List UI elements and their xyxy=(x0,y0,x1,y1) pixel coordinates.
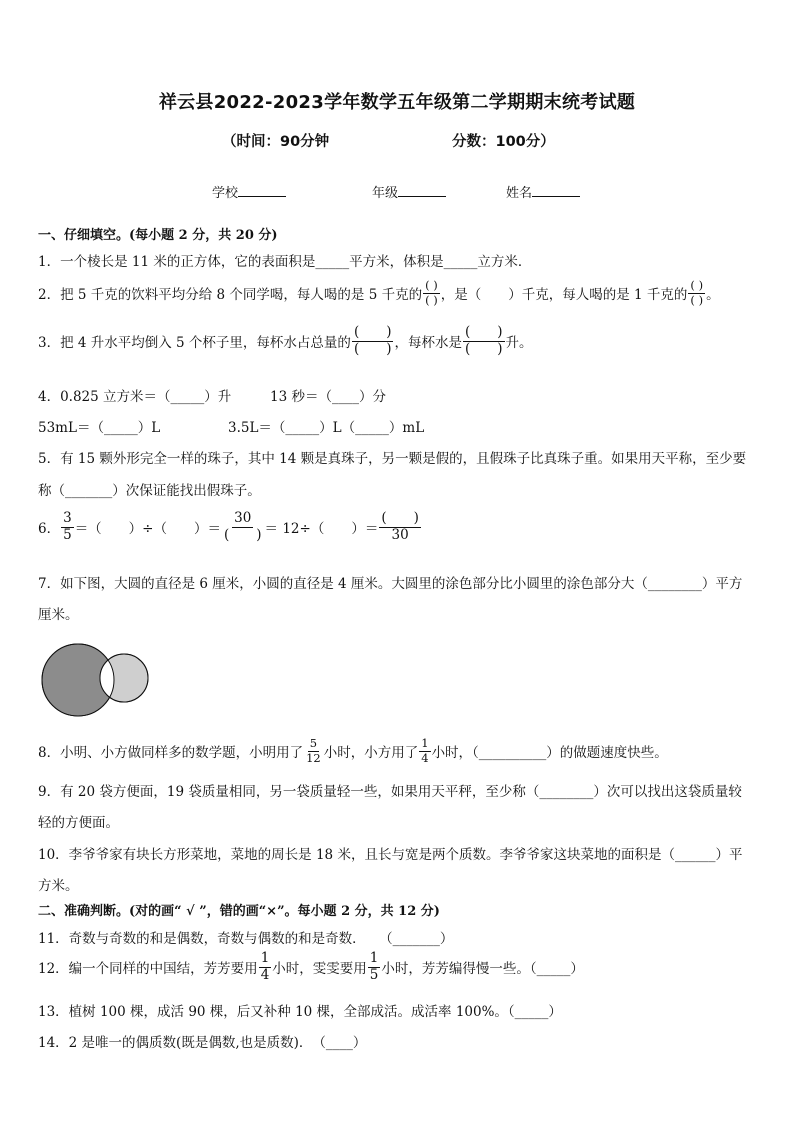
exam-time: （时间：90分钟 xyxy=(222,134,330,150)
question-4c: 53mL＝（_____）L xyxy=(38,420,161,436)
section-1-heading: 一、仔细填空。(每小题 2 分，共 20 分) xyxy=(38,228,278,243)
fraction-blank: $\frac{( )}{( )}$ xyxy=(425,278,438,307)
question-4b: 13 秒＝（____）分 xyxy=(270,389,386,405)
question-3: 3．把 4 升水平均倒入 5 个杯子里，每杯水占总量的 $\frac{( )}{( )}$ ，每杯水是 $\frac{( )}{( )}$ 升。 xyxy=(38,324,533,357)
fraction-1-5: $\frac{1}{5}$ xyxy=(369,950,379,983)
fraction-blank: $\frac{( )}{( )}$ xyxy=(353,324,392,357)
fraction-5-12: $\frac{5}{12}$ xyxy=(306,736,321,765)
question-7-line1: 7．如下图，大圆的直径是 6 厘米，小圆的直径是 4 厘米。大圆里的涂色部分比小圆里的涂色部分大（________）平方 xyxy=(38,576,743,592)
fraction-blank-30: $\frac{( )}{30}$ xyxy=(381,510,419,543)
page-title: 祥云县2022-2023学年数学五年级第二学期期末统考试题 xyxy=(158,92,636,113)
question-4a: 4．0.825 立方米＝（_____）升 xyxy=(38,389,232,405)
question-13: 13．植树 100 棵，成活 90 棵，后又补种 10 棵，全部成活。成活率 100%。（_____） xyxy=(38,1004,562,1020)
question-4d: 3.5L＝（_____）L（_____）mL xyxy=(228,420,425,436)
question-10-line1: 10．李爷爷家有块长方形菜地，菜地的周长是 18 米，且长与宽是两个质数。李爷爷家这块菜地的面积是（______）平 xyxy=(38,847,743,863)
question-11: 11．奇数与奇数的和是偶数，奇数与偶数的和是奇数． （_______） xyxy=(38,931,454,947)
fraction-3-5: $\frac{3}{5}$ xyxy=(63,510,72,543)
circles-figure xyxy=(40,640,154,722)
section-2-heading: 二、准确判断。(对的画“ √ ”，错的画“×”。每小题 2 分，共 12 分) xyxy=(38,904,440,919)
question-6: 6． $\frac{3}{5}$ ＝（ ）÷（ ）＝ $\frac{30}{( )}$ ＝ 12÷（ ）＝ $\frac{( )}{30}$ xyxy=(38,510,419,543)
question-8: 8．小明、小方做同样多的数学题，小明用了 $\frac{5}{12}$ 小时，小方用了 $\frac{1}{4}$ 小时，（__________）的做题速度快些。 xyxy=(38,736,668,765)
question-2: 2．把 5 千克的饮料平均分给 8 个同学喝，每人喝的是 5 千克的 $\frac{( )}{( )}$ ，是（ ）千克，每人喝的是 1 千克的 $\frac{( )}{( )}$ 。 xyxy=(38,278,720,307)
name-field xyxy=(506,182,580,201)
question-5-line2: 称（_______）次保证能找出假珠子。 xyxy=(38,483,261,499)
grade-label: 年级 xyxy=(372,186,399,201)
question-14: 14．2 是唯一的偶质数(既是偶数,也是质数)． （____） xyxy=(38,1035,367,1051)
fraction-1-4: $\frac{1}{4}$ xyxy=(260,950,270,983)
exam-score: 分数：100分） xyxy=(452,134,555,150)
question-1: 1．一个棱长是 11 米的正方体，它的表面积是_____平方米，体积是_____立方米． xyxy=(38,254,532,270)
question-5-line1: 5．有 15 颗外形完全一样的珠子，其中 14 颗是真珠子，另一颗是假的，且假珠子比真珠子重。如果用天平称，至少要 xyxy=(38,451,747,467)
question-7-line2: 厘米。 xyxy=(38,607,79,623)
question-9-line2: 轻的方便面。 xyxy=(38,815,119,831)
fraction-blank: $\frac{( )}{( )}$ xyxy=(690,278,704,307)
question-10-line2: 方米。 xyxy=(38,878,79,894)
fraction-30-blank: $\frac{30}{( )}$ xyxy=(224,510,262,543)
school-field xyxy=(212,182,286,201)
name-label: 姓名 xyxy=(506,186,533,201)
question-9-line1: 9．有 20 袋方便面，19 袋质量相同，另一袋质量轻一些，如果用天平秤，至少称（________）次可以找出这袋质量较 xyxy=(38,784,742,800)
school-label: 学校 xyxy=(212,186,239,201)
question-12: 12．编一个同样的中国结，芳芳要用 $\frac{1}{4}$ 小时，雯雯要用 $\frac{1}{5}$ 小时，芳芳编得慢一些。（_____） xyxy=(38,950,584,983)
grade-field xyxy=(372,182,446,201)
fraction-1-4: $\frac{1}{4}$ xyxy=(421,736,429,765)
fraction-blank: $\frac{( )}{( )}$ xyxy=(464,324,503,357)
